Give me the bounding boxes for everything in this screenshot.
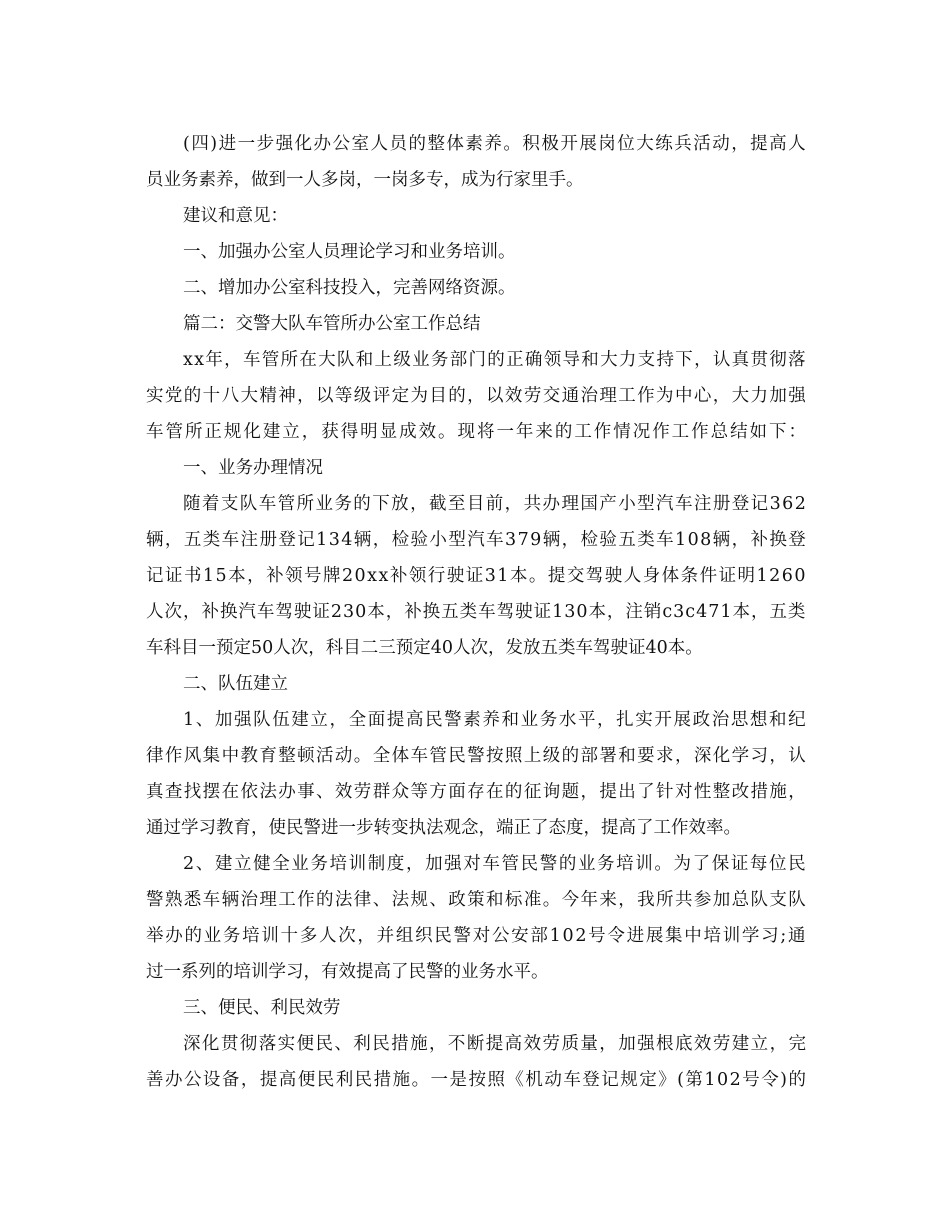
text-line: 举 办 的 业 务 培 训 十 多 人 次 ， 并 组 织 民 警 对 公 安 部 1 0 2 号 令 进 展 集 中 培 训 学 习 ; 通 xyxy=(146,926,806,946)
text-line: 三、便民、利民效劳 xyxy=(183,998,341,1018)
text-line: 二、队伍建立 xyxy=(183,674,288,694)
text-line: x x 年 ， 车 管 所 在 大 队 和 上 级 业 务 部 门 的 正 确 领 导 和 大 力 支 持 下 ， 认 真 贯 彻 落 xyxy=(183,350,806,370)
text-line: 律 作 风 集 中 教 育 整 顿 活 动 。 全 体 车 管 民 警 按 照 上 级 的 部 署 和 要 求 ， 深 化 学 习 ， 认 xyxy=(146,746,806,766)
text-line: 随 着 支 队 车 管 所 业 务 的 下 放 ， 截 至 目 前 ， 共 办 理 国 产 小 型 汽 车 注 册 登 记 3 6 2 xyxy=(183,494,806,514)
text-line: 辆 ， 五 类 车 注 册 登 记 1 3 4 辆 ， 检 验 小 型 汽 车 3 7 9 辆 ， 检 验 五 类 车 1 0 8 辆 ， 补 换 登 xyxy=(146,530,806,550)
text-line: 警 熟 悉 车 辆 治 理 工 作 的 法 律 、 法 规 、 政 策 和 标 准 。 今 年 来 ， 我 所 共 参 加 总 队 支 队 xyxy=(146,890,806,910)
text-line: 车科目一预定50人次，科目二三预定40人次，发放五类车驾驶证40本。 xyxy=(146,638,703,658)
text-line: ( 四 ) 进 一 步 强 化 办 公 室 人 员 的 整 体 素 养 。 积 极 开 展 岗 位 大 练 兵 活 动 ， 提 高 人 xyxy=(183,134,806,154)
text-line: 1 、 加 强 队 伍 建 立 ， 全 面 提 高 民 警 素 养 和 业 务 水 平 ， 扎 实 开 展 政 治 思 想 和 纪 xyxy=(183,710,806,730)
text-line: 通过学习教育，使民警进一步转变执法观念，端正了态度，提高了工作效率。 xyxy=(146,818,741,838)
text-line: 篇二：交警大队车管所办公室工作总结 xyxy=(183,314,481,334)
text-line: 一、加强办公室人员理论学习和业务培训。 xyxy=(183,242,516,262)
text-line: 实 党 的 十 八 大 精 神 ， 以 等 级 评 定 为 目 的 ， 以 效 劳 交 通 治 理 工 作 为 中 心 ， 大 力 加 强 xyxy=(146,386,806,406)
text-line: 员业务素养，做到一人多岗，一岗多专，成为行家里手。 xyxy=(146,170,584,190)
text-line: 车 管 所 正 规 化 建 立 ， 获 得 明 显 成 效 。 现 将 一 年 来 的 工 作 情 况 作 工 作 总 结 如 下 ： xyxy=(146,422,806,442)
text-line: 善 办 公 设 备 ， 提 高 便 民 利 民 措 施 。 一 是 按 照 《 机 动 车 登 记 规 定 》 ( 第 1 0 2 号 令 ) 的 xyxy=(146,1070,806,1090)
text-line: 真 查 找 摆 在 依 法 办 事 、 效 劳 群 众 等 方 面 存 在 的 征 询 题 ， 提 出 了 针 对 性 整 改 措 施 ， xyxy=(146,782,806,802)
text-line: 一、业务办理情况 xyxy=(183,458,323,478)
text-line: 过一系列的培训学习，有效提高了民警的业务水平。 xyxy=(146,962,549,982)
text-line: 记 证 书 1 5 本 ， 补 领 号 牌 2 0 x x 补 领 行 驶 证 3 1 本 。 提 交 驾 驶 人 身 体 条 件 证 明 1 2 6 0 xyxy=(146,566,806,586)
text-line: 二、增加办公室科技投入，完善网络资源。 xyxy=(183,278,516,298)
text-line: 2 、 建 立 健 全 业 务 培 训 制 度 ， 加 强 对 车 管 民 警 的 业 务 培 训 。 为 了 保 证 每 位 民 xyxy=(183,854,806,874)
text-line: 人 次 ， 补 换 汽 车 驾 驶 证 2 3 0 本 ， 补 换 五 类 车 驾 驶 证 1 3 0 本 ， 注 销 c 3 c 4 7 1 本 ， 五 类 xyxy=(146,602,806,622)
text-line: 建议和意见： xyxy=(183,206,288,226)
text-line: 深 化 贯 彻 落 实 便 民 、 利 民 措 施 ， 不 断 提 高 效 劳 质 量 ， 加 强 根 底 效 劳 建 立 ， 完 xyxy=(183,1034,806,1054)
document-page xyxy=(146,126,806,1098)
